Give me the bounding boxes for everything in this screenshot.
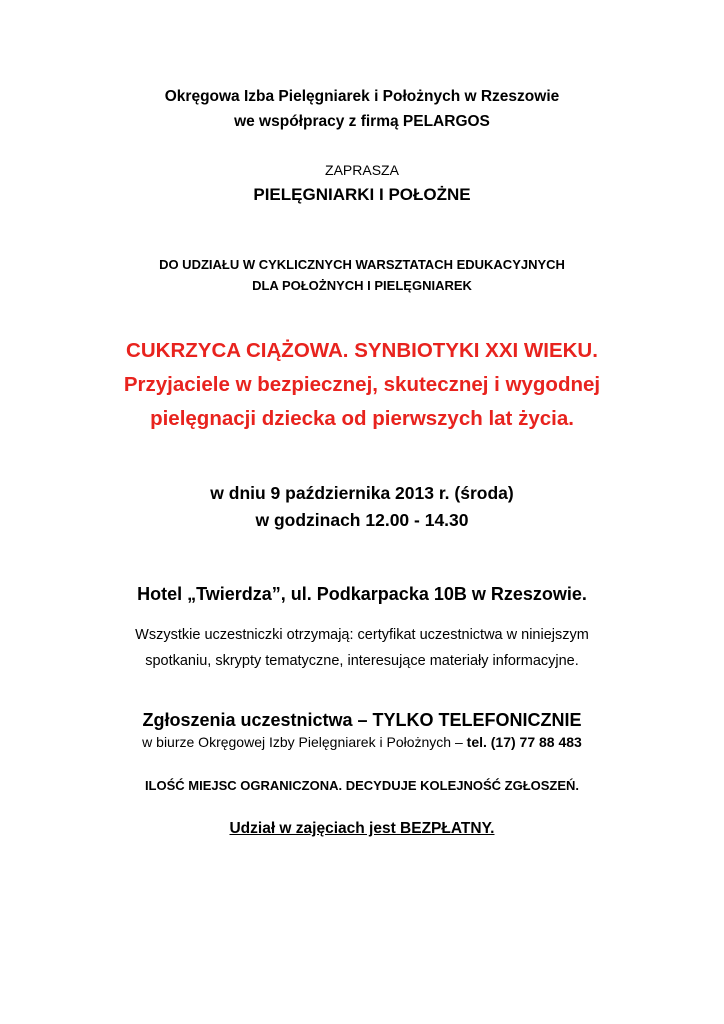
event-time: w godzinach 12.00 - 14.30 <box>255 510 469 530</box>
registration-phone: tel. (17) 77 88 483 <box>466 734 582 750</box>
places-limited-notice: ILOŚĆ MIEJSC OGRANICZONA. DECYDUJE KOLEJNOŚĆ ZGŁOSZEŃ. <box>144 778 580 793</box>
audience-line: PIELĘGNIARKI I POŁOŻNE <box>253 185 471 204</box>
workshop-line-2: DLA POŁOŻNYCH I PIELĘGNIAREK <box>252 278 472 293</box>
free-participation-notice: Udział w zajęciach jest BEZPŁATNY. <box>229 820 495 837</box>
invites-word: ZAPRASZA <box>325 162 399 178</box>
event-venue: Hotel „Twierdza”, ul. Podkarpacka 10B w Rzeszowie. <box>137 584 587 604</box>
registration-title: Zgłoszenia uczestnictwa – TYLKO TELEFONICZNIE <box>142 710 582 730</box>
event-date: w dniu 9 października 2013 r. (środa) <box>210 483 514 503</box>
topic-line-1: CUKRZYCA CIĄŻOWA. SYNBIOTYKI XXI WIEKU. <box>126 339 598 362</box>
registration-office: w biurze Okręgowej Izby Pielęgniarek i Położnych – <box>142 734 467 750</box>
topic-line-3: pielęgnacji dziecka od pierwszych lat życia. <box>150 407 574 430</box>
organizer-line: Okręgowa Izba Pielęgniarek i Położnych w Rzeszowie <box>164 88 560 105</box>
topic-line-2: Przyjaciele w bezpiecznej, skutecznej i wygodnej <box>123 373 601 396</box>
workshop-line-1: DO UDZIAŁU W CYKLICZNYCH WARSZTATACH EDUKACYJNYCH <box>159 257 565 272</box>
benefits-line-1: Wszystkie uczestniczki otrzymają: certyfikat uczestnictwa w niniejszym <box>135 627 589 643</box>
partner-line: we współpracy z firmą PELARGOS <box>234 113 490 130</box>
registration-office-line <box>0 734 724 750</box>
benefits-line-2: spotkaniu, skrypty tematyczne, interesujące materiały informacyjne. <box>145 653 579 669</box>
